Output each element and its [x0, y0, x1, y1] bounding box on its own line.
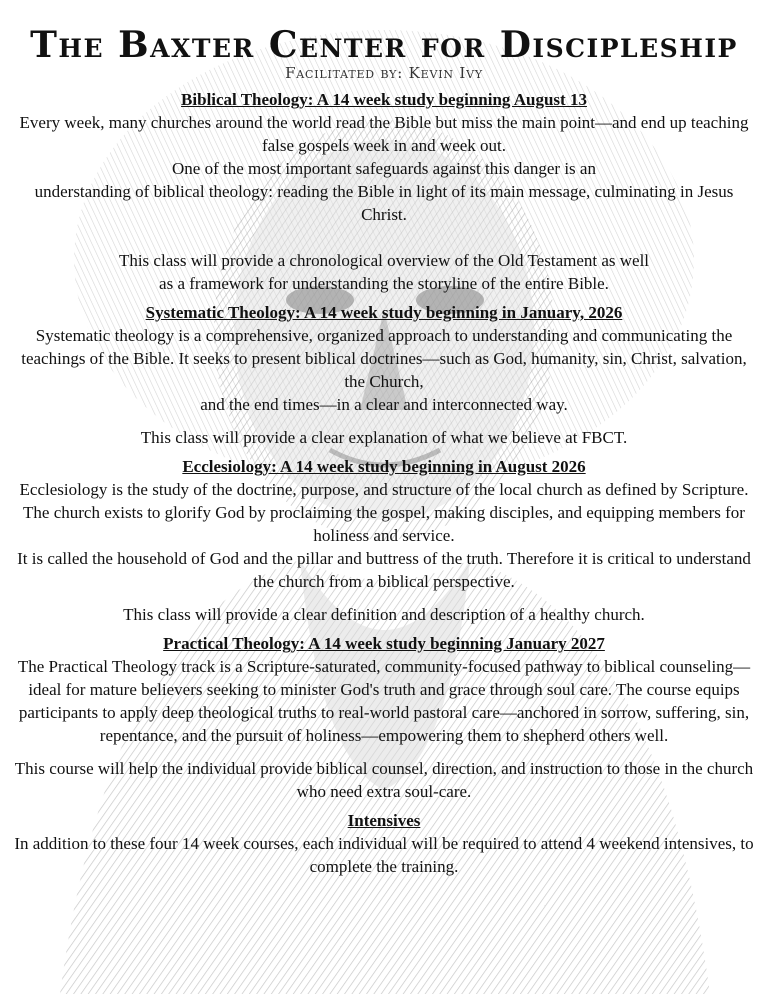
facilitator-line: Facilitated by: Kevin Ivy: [285, 64, 483, 82]
section-closing: This course will help the individual provide biblical counsel, direction, and instruction to those in the church who need extra soul-care.: [14, 759, 754, 801]
page-title: The Baxter Center for Discipleship: [30, 24, 738, 66]
section-closing: This class will provide a clear definition and description of a healthy church.: [123, 605, 645, 624]
section-practical-theology: [14, 632, 754, 803]
section-intensives: [14, 809, 754, 878]
section-heading: Ecclesiology: A 14 week study beginning in August 2026: [182, 457, 586, 476]
section-heading: Intensives: [347, 811, 421, 830]
section-text: Every week, many churches around the world read the Bible but miss the main point—and end up teaching false gospels week in and week out.: [19, 113, 749, 155]
section-text: and the end times—in a clear and interconnected way.: [200, 395, 568, 414]
section-text: One of the most important safeguards against this danger is an: [172, 159, 596, 178]
section-biblical-theology: [14, 88, 754, 295]
section-text: Systematic theology is a comprehensive, organized approach to understanding and communicating the teachings of the Bible. It seeks to present biblical doctrines—such as God, humanity, sin, Christ, salvation, the Church,: [21, 326, 747, 391]
section-text: Ecclesiology is the study of the doctrine, purpose, and structure of the local church as defined by Scripture. The church exists to glorify God by proclaiming the gospel, making disciples, and equipping members for holiness and service.: [19, 480, 749, 545]
section-systematic-theology: [14, 301, 754, 449]
section-heading: Biblical Theology: A 14 week study beginning August 13: [181, 90, 587, 109]
section-text: In addition to these four 14 week courses, each individual will be required to attend 4 weekend intensives, to complete the training.: [14, 834, 754, 876]
section-ecclesiology: [14, 455, 754, 626]
section-text: understanding of biblical theology: reading the Bible in light of its main message, culminating in Jesus Christ.: [34, 182, 734, 224]
section-heading: Practical Theology: A 14 week study beginning January 2027: [163, 634, 605, 653]
section-heading: Systematic Theology: A 14 week study beginning in January, 2026: [145, 303, 623, 322]
section-closing: This class will provide a clear explanation of what we believe at FBCT.: [140, 428, 628, 447]
section-closing: as a framework for understanding the storyline of the entire Bible.: [159, 274, 609, 293]
section-closing: This class will provide a chronological overview of the Old Testament as well: [118, 251, 650, 270]
section-text: It is called the household of God and the pillar and buttress of the truth. Therefore it is critical to understand the church from a biblical perspective.: [17, 549, 751, 591]
section-text: The Practical Theology track is a Scripture-saturated, community-focused pathway to biblical counseling—ideal for mature believers seeking to minister God's truth and grace through soul care. The course equips participants to apply deep theological truths to real-world pastoral care—anchored in sorrow, suffering, sin, repentance, and the pursuit of holiness—empowering them to shepherd others well.: [17, 657, 751, 745]
